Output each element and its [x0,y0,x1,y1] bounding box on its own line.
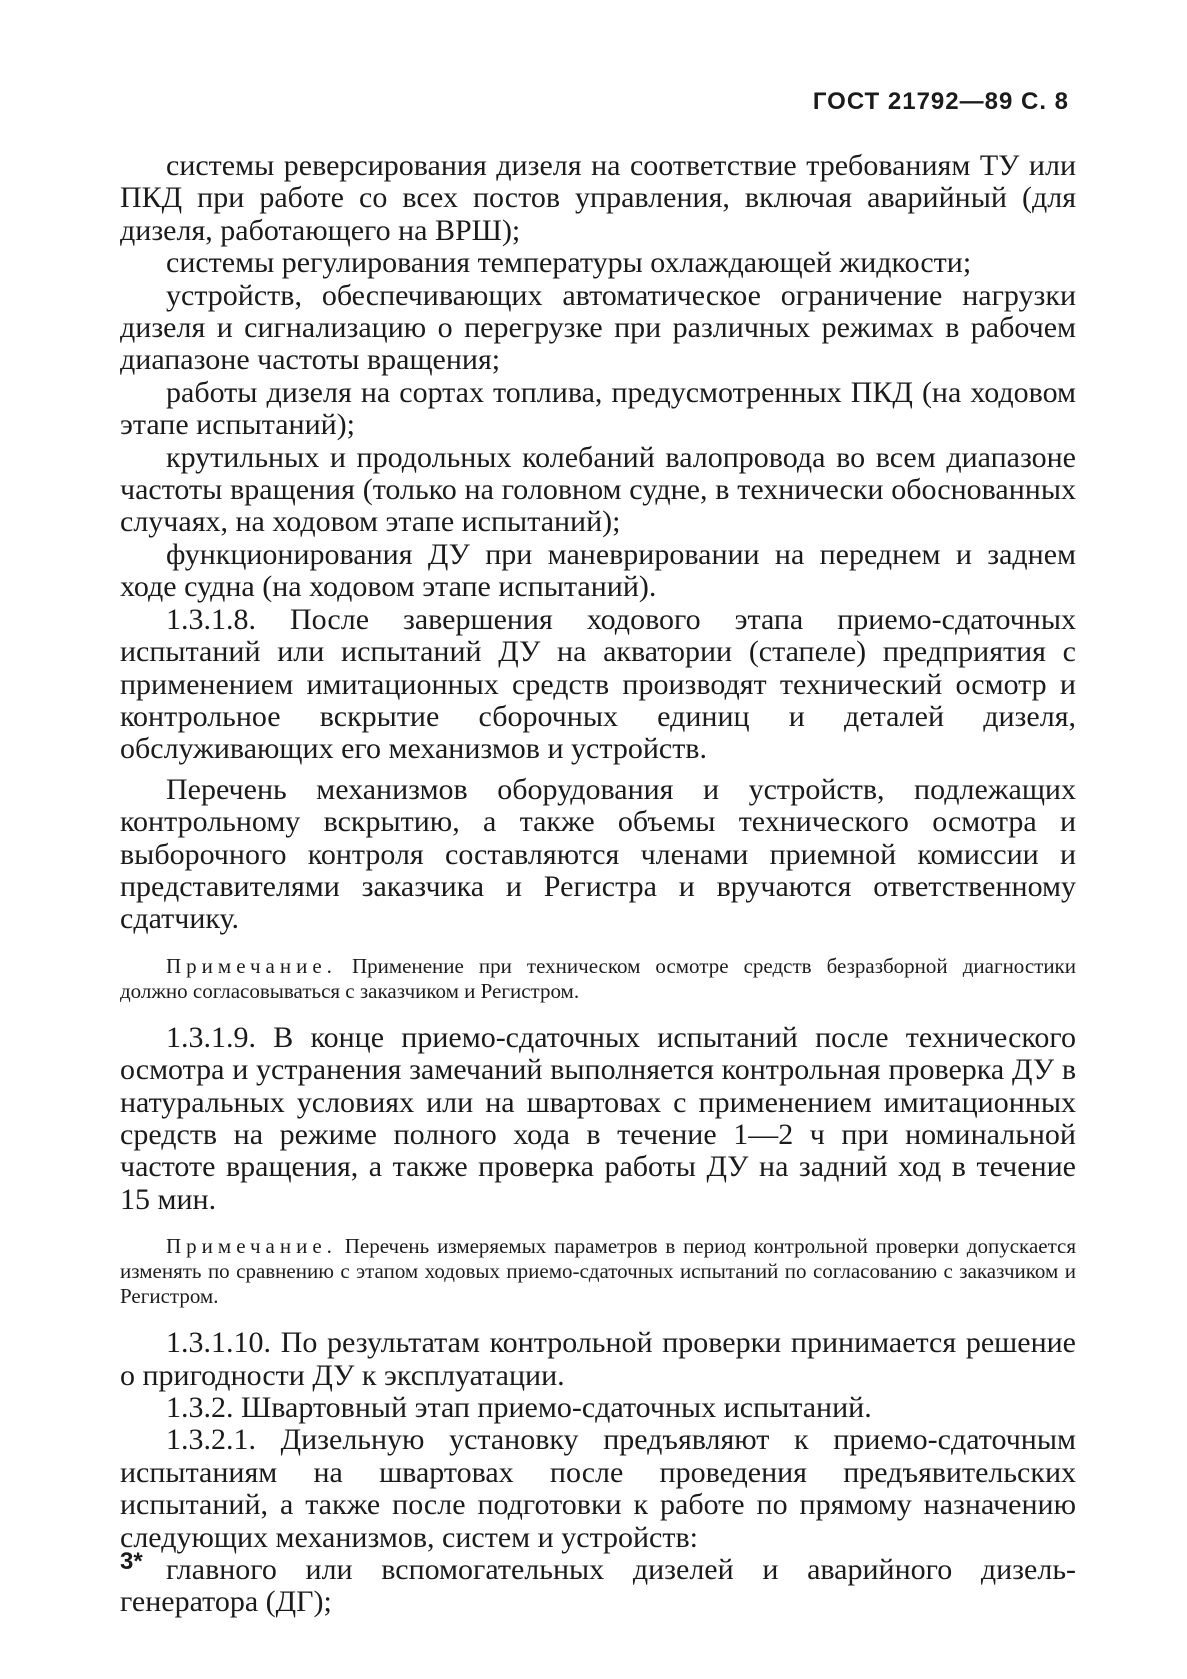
document-body [120,150,1076,1619]
note-1-text: Применение при техническом осмотре средств безразборной диагностики должно согласовываться с заказчиком и Регистром. [120,953,1077,1003]
paragraph-1-3-1-8: 1.3.1.8. После завершения ходового этапа приемо-сдаточных испытаний или испытаний ДУ на акватории (стапеле) предприятия с применением имитационных средств производят технический осмотр и контрольное вскрытие сборочных единиц и деталей дизеля, обслуживающих его механизмов и устройств. [120,602,1076,766]
page-header: ГОСТ 21792—89 С. 8 [812,88,1069,115]
note-2-text: Перечень измеряемых параметров в период контрольной проверки допускается изменять по сравнению с этапом ходовых приемо-сдаточных испытаний по согласованию с заказчиком и Регистром. [120,1234,1076,1309]
paragraph-inspection-list: Перечень механизмов оборудования и устройств, подлежащих контрольному вскрытию, а также объемы технического осмотра и выборочного контроля составляются членами приемной комиссии и представителями заказчика и Регистра и вручаются ответственному сдатчику. [120,772,1076,936]
paragraph-shaft-vibrations: крутильных и продольных колебаний валопровода во всем диапазоне частоты вращения (только на головном судне, в технически обоснованных случаях, на ходовом этапе испытаний); [120,440,1076,539]
paragraph-maneuvering: функционирования ДУ при маневрировании на переднем и заднем ходе судна (на ходовом этапе испытаний). [120,537,1076,604]
paragraph-load-limit-devices: устройств, обеспечивающих автоматическое ограничение нагрузки дизеля и сигнализацию о перегрузке при различных режимах в рабочем диапазоне частоты вращения; [120,278,1076,377]
note-2-label: Примечание. [166,1234,337,1259]
page-signature: 3* [120,1548,143,1575]
paragraph-1-3-1-9: 1.3.1.9. В конце приемо-сдаточных испытаний после технического осмотра и устранения замечаний выполняется контрольная проверка ДУ в натуральных условиях или на швартовах с применением имитационных средств на режиме полного хода в течение 1—2 ч при номинальной частоте вращения, а также проверка работы ДУ на задний ход в течение 15 мин. [120,1020,1076,1216]
paragraph-temperature-regulation: системы регулирования температуры охлаждающей жидкости; [166,246,972,280]
paragraph-fuel-grades: работы дизеля на сортах топлива, предусмотренных ПКД (на ходовом этапе испытаний); [120,375,1076,442]
paragraph-1-3-2: 1.3.2. Швартовный этап приемо-сдаточных испытаний. [166,1391,872,1424]
paragraph-generators: главного или вспомогательных дизелей и аварийного дизель-генератора (ДГ); [120,1553,1076,1619]
note-2 [120,1234,1076,1309]
paragraph-1-3-1-10: 1.3.1.10. По результатам контрольной проверки принимается решение о пригодности ДУ к эксплуатации. [120,1326,1076,1392]
note-1 [120,954,1076,1004]
paragraph-1-3-2-1: 1.3.2.1. Дизельную установку предъявляют к приемо-сдаточным испытаниям на швартовах после проведения предъявительских испытаний, а также после подготовки к работе по прямому назначению следующих механизмов, систем и устройств: [120,1423,1076,1554]
note-1-label: Примечание. [166,953,337,978]
paragraph-reversing-system: системы реверсирования дизеля на соответствие требованиям ТУ или ПКД при работе со всех постов управления, включая аварийный (для дизеля, работающего на ВРШ); [120,149,1076,247]
